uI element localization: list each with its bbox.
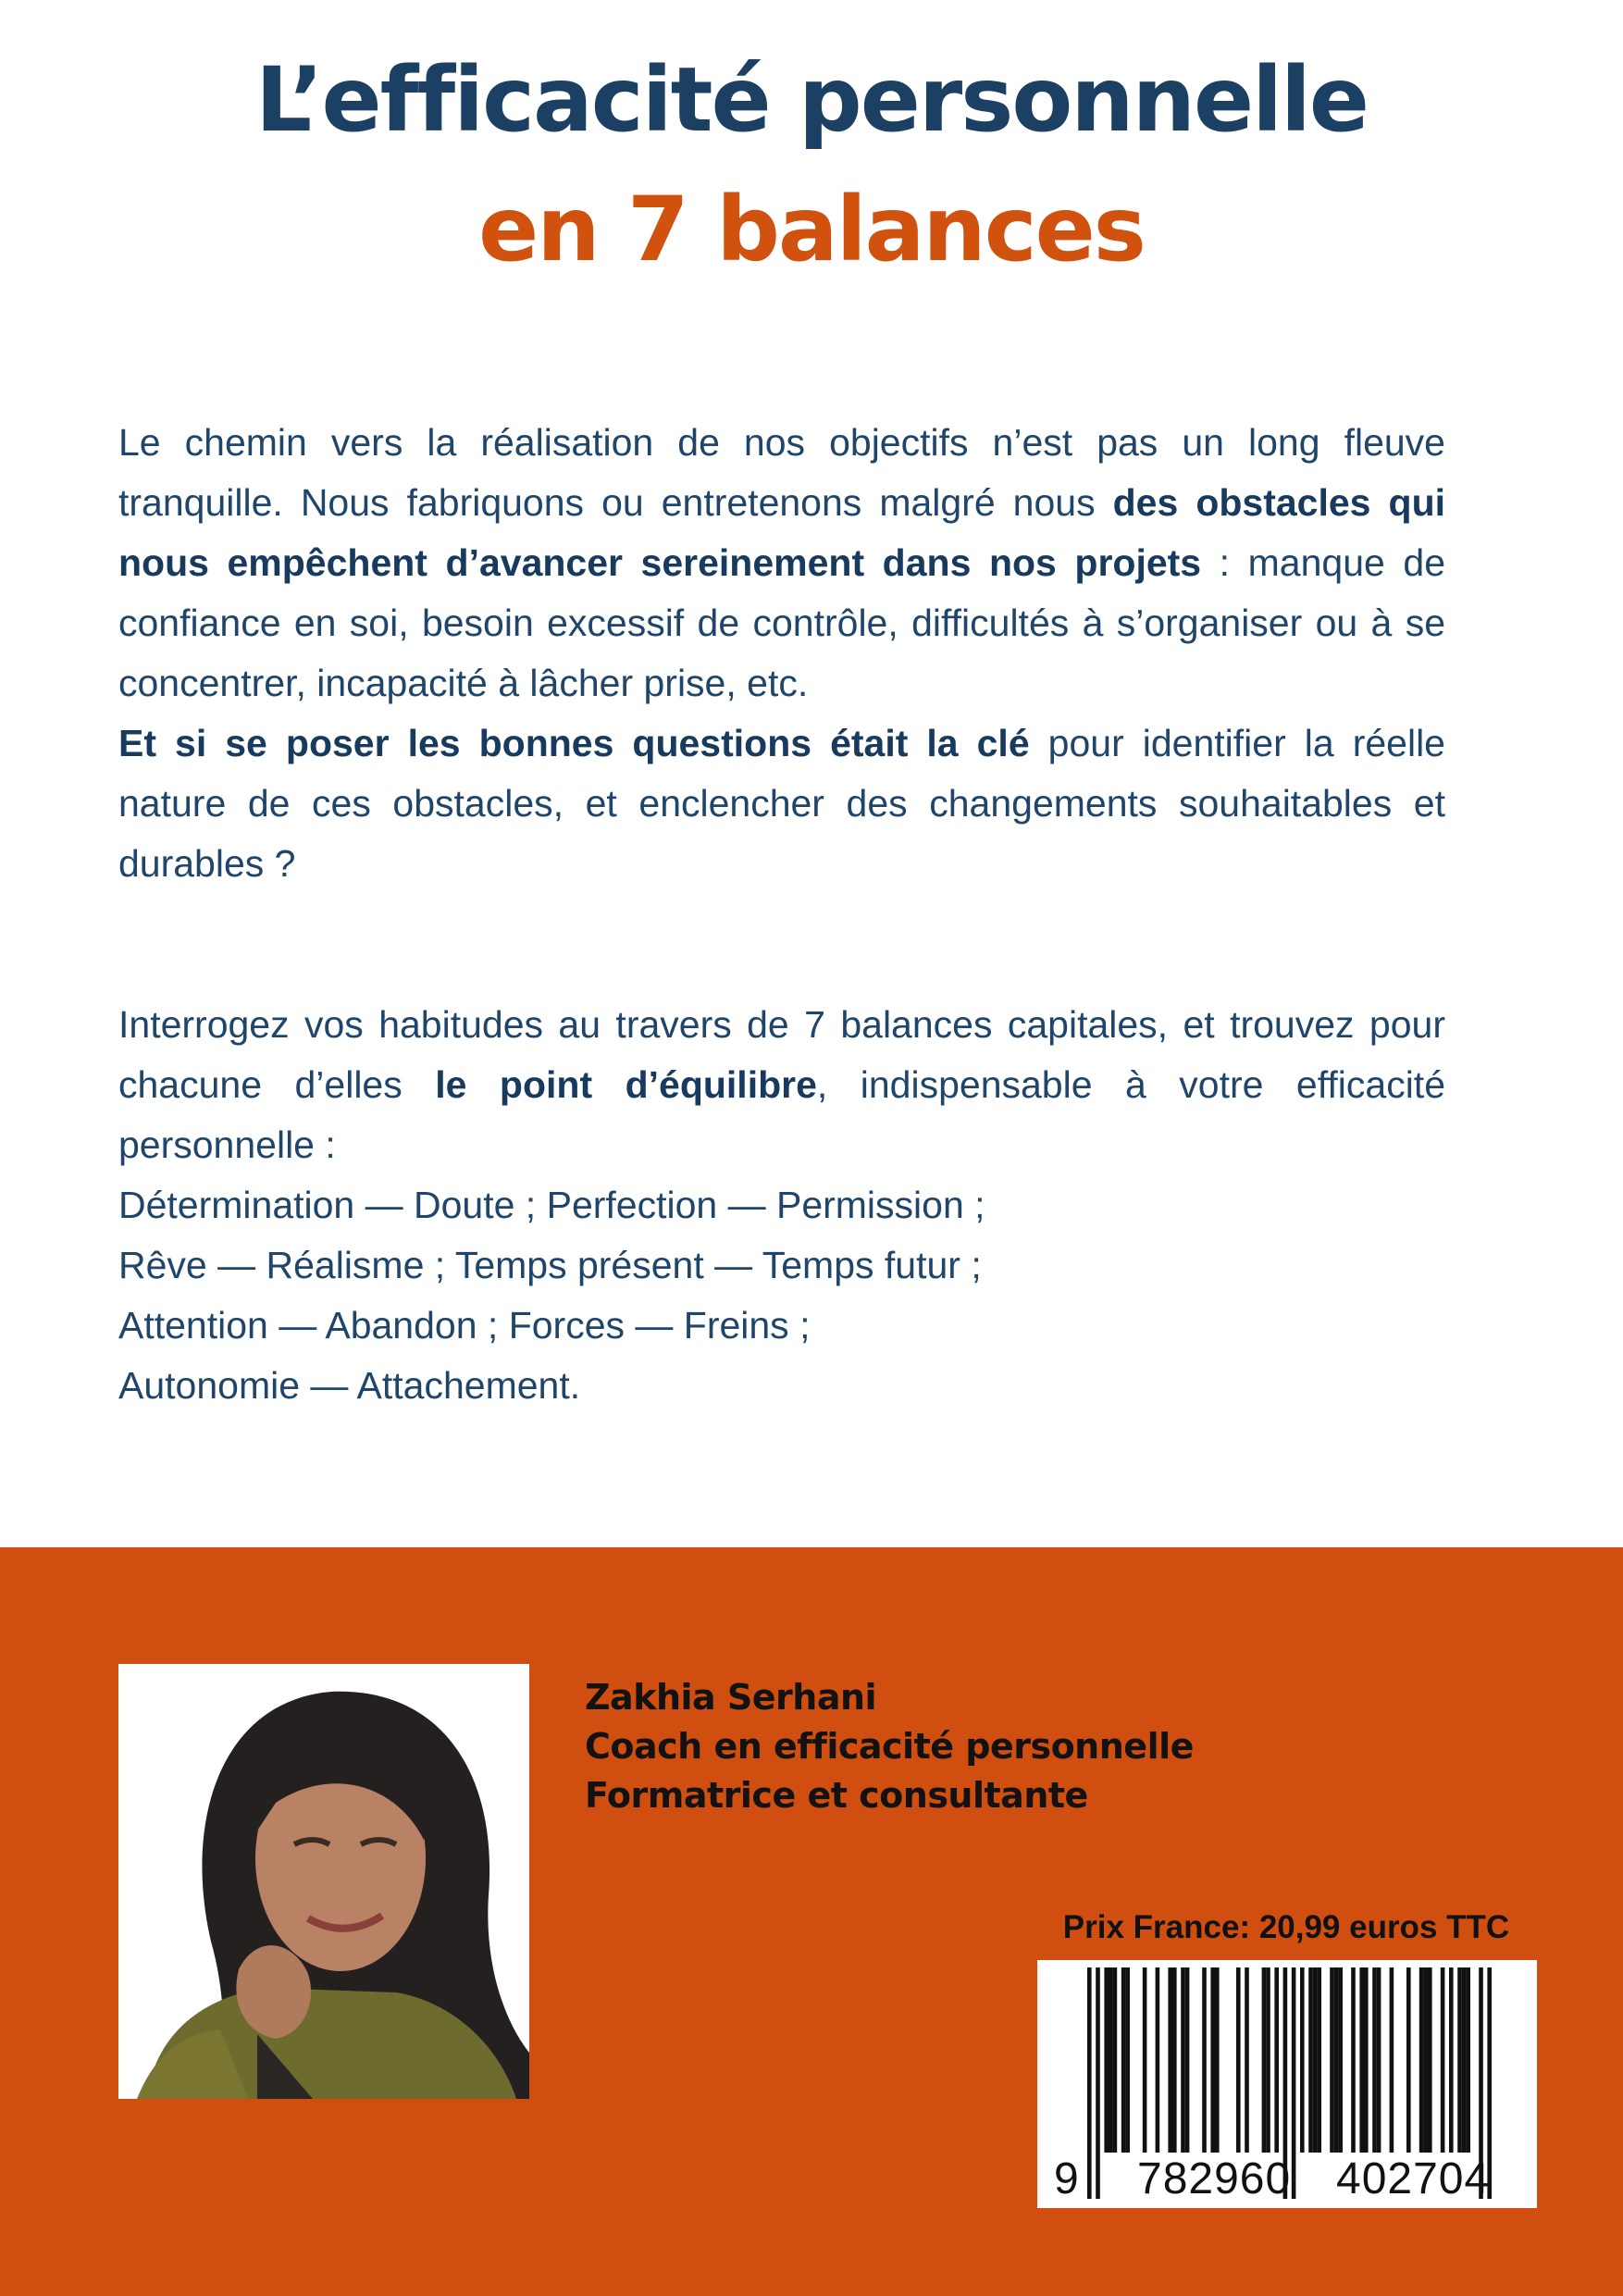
balance-line-3: Attention — Abandon ; Forces — Freins ; — [118, 1304, 811, 1347]
barcode-bar — [1266, 1967, 1270, 2153]
barcode-bar — [1236, 1967, 1241, 2153]
barcode-bar — [1428, 1967, 1432, 2153]
barcode-bar — [1441, 1967, 1445, 2153]
book-title-line1: L’efficacité personnelle — [254, 48, 1368, 152]
blurb-emphasis: Et si se poser les bonnes questions était la clé — [118, 722, 1030, 764]
barcode-bar — [1156, 1967, 1160, 2153]
barcode-bar — [1466, 1967, 1470, 2153]
author-role-1: Coach en efficacité personnelle — [585, 1726, 1194, 1767]
barcode-bar — [1351, 1967, 1356, 2153]
author-info — [585, 1673, 1418, 1820]
blurb-paragraph-1 — [118, 413, 1445, 714]
barcode-bar — [1364, 1967, 1369, 2153]
barcode-bar — [1334, 1967, 1339, 2153]
isbn-lead-digit: 9 — [1054, 2154, 1080, 2203]
barcode-bar — [1457, 1967, 1462, 2153]
barcode-bar — [1168, 1967, 1172, 2153]
blurb-balances — [118, 995, 1445, 1416]
barcode-bar — [1172, 1967, 1177, 2153]
author-photo — [118, 1664, 529, 2099]
barcode-bar — [1449, 1967, 1454, 2153]
balance-line-1: Détermination — Doute ; Perfection — Permission ; — [118, 1184, 985, 1226]
author-name: Zakhia Serhani — [585, 1677, 877, 1718]
barcode-bar — [1210, 1967, 1215, 2153]
price-label: Prix France: 20,99 euros TTC — [1062, 1909, 1510, 1945]
blurb-text: Le chemin vers la réalisation de nos objectifs n’est pas un long fleuve tranquille. Nous fabriquons ou entretenons malgré nous — [118, 421, 1445, 524]
barcode-bar — [1377, 1967, 1381, 2153]
isbn-left-group: 782960 — [1137, 2154, 1292, 2203]
blurb-text: Interrogez vos habitudes au travers de 7 balances capitales, et trouvez pour chacune d’elles — [118, 1003, 1445, 1106]
barcode-bar — [1125, 1967, 1130, 2153]
barcode-bar — [1419, 1967, 1424, 2153]
barcode-bar — [1372, 1967, 1377, 2153]
barcode-bar — [1462, 1967, 1467, 2153]
barcode-bar — [1308, 1967, 1313, 2153]
author-portrait-illustration — [118, 1664, 529, 2099]
blurb-text: , indispensable à votre efficacité personnelle : — [118, 1063, 1445, 1166]
barcode-bar — [1143, 1967, 1147, 2153]
barcode-bar — [1313, 1967, 1318, 2153]
barcode-bar — [1202, 1967, 1207, 2153]
barcode-bar — [1274, 1967, 1279, 2153]
barcode-bar — [1104, 1967, 1109, 2153]
barcode-bar — [1215, 1967, 1220, 2153]
book-title-line2: en 7 balances — [478, 178, 1145, 281]
barcode-bar — [1390, 1967, 1394, 2153]
barcode-bar — [1317, 1967, 1321, 2153]
blurb-intro — [118, 413, 1445, 894]
barcode-bar — [1181, 1967, 1185, 2153]
balance-line-2: Rêve — Réalisme ; Temps présent — Temps futur ; — [118, 1244, 982, 1286]
blurb-paragraph-3 — [118, 995, 1445, 1175]
blurb-paragraph-2 — [118, 714, 1445, 894]
blurb-text: : manque de confiance en soi, besoin excessif de contrôle, difficultés à s’organiser ou à se concentrer, incapacité à lâcher prise, etc. — [118, 541, 1445, 704]
barcode-bar — [1292, 1967, 1296, 2199]
barcode-bar — [1338, 1967, 1343, 2153]
barcode-bar — [1121, 1967, 1126, 2153]
author-role-2: Formatrice et consultante — [585, 1775, 1088, 1816]
barcode-bar — [1113, 1967, 1118, 2153]
blurb-emphasis: des obstacles qui nous empêchent d’avancer sereinement dans nos projets — [118, 481, 1445, 584]
balance-line-4: Autonomie — Attachement. — [118, 1364, 581, 1407]
barcode-bar — [1087, 1967, 1092, 2199]
barcode-bar — [1245, 1967, 1249, 2153]
barcode-bar — [1096, 1967, 1100, 2199]
isbn-barcode — [1037, 1960, 1537, 2208]
blurb-emphasis: le point d’équilibre — [435, 1063, 817, 1106]
barcode-bar — [1185, 1967, 1190, 2153]
barcode-bar — [1359, 1967, 1364, 2153]
barcode-bar — [1109, 1967, 1113, 2153]
isbn-right-group: 402704 — [1336, 2154, 1491, 2203]
barcode-bar — [1423, 1967, 1428, 2153]
blurb-text: pour identifier la réelle nature de ces obstacles, et enclencher des changements souhaitables et durables ? — [118, 722, 1445, 885]
barcode-bar — [1262, 1967, 1267, 2153]
barcode-bar — [1406, 1967, 1411, 2153]
barcode-bar — [1330, 1967, 1334, 2153]
barcode-bar — [1300, 1967, 1305, 2153]
